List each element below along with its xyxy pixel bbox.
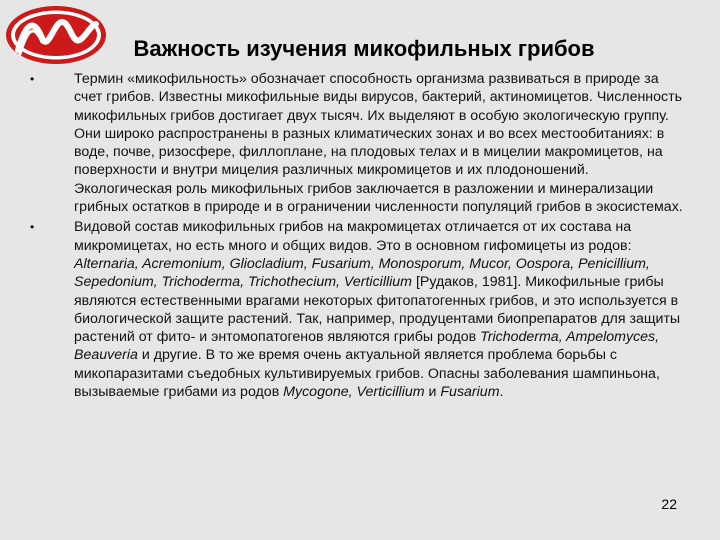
bullet-text: Термин «микофильность» обозначает способность организма развиваться в природе за счет грибов. Известны микофильные виды вирусов, бактерий, актиномицетов. Численность микофильных грибов достигает двух тысяч. Их выделяют в особую экологическую группу. Они широко распространены в разных климатических зонах и во всех местообитаниях: в воде, почве, ризосфере, филлоплане, на плодовых телах и в мицелии макромицетов, на поверхности и внутри мицелия различных микромицетов и их плодоношений. Экологическая роль микофильных грибов заключается в разложении и минерализации грибных остатков в природе и в ограничении численности популяций грибов в экосистемах.: [74, 71, 683, 216]
genus-names: Alternaria, Acremonium, Gliocladium, Fusarium, Monosporum, Mucor, Oospora, Penicillium, Sepedonium, Trichoderma, Trichothecium, Verticillium: [74, 255, 650, 291]
list-item: [28, 70, 688, 216]
text-segment: [Рудаков, 1981]. Микофильные грибы являются естественными врагами некоторых фитопатогенных грибов, и это используется в биологической защите растений. Так, например, продуцентами биопрепаратов для защиты растений от фито- и энтомопатогенов являются грибы родов: [74, 274, 681, 346]
genus-names: Fusarium: [440, 384, 500, 401]
text-segment: и: [424, 384, 441, 401]
bullet-marker: •: [30, 72, 35, 86]
page-number: 22: [661, 496, 677, 512]
text-segment: и другие. В то же время очень актуальной является проблема борьбы с микопаразитами съедобных культивируемых грибов. Опасны заболевания шампиньона, вызываемые грибами из родов: [74, 347, 660, 401]
genus-names: Trichoderma, Ampelomyces, Beauveria: [74, 329, 660, 364]
slide-title: Важность изучения микофильных грибов: [133, 36, 595, 61]
text-segment: Видовой состав микофильных грибов на макромицетах отличается от их состава на микромицетах, но есть много и общих видов. Это в основном гифомицеты из родов:: [74, 219, 632, 254]
genus-names: Mycogone, Verticillium: [283, 384, 425, 401]
bullet-list: [28, 70, 688, 401]
list-item: [28, 218, 688, 401]
bullet-text: [74, 219, 680, 400]
text-segment: .: [499, 384, 504, 401]
bullet-marker: •: [30, 220, 35, 235]
